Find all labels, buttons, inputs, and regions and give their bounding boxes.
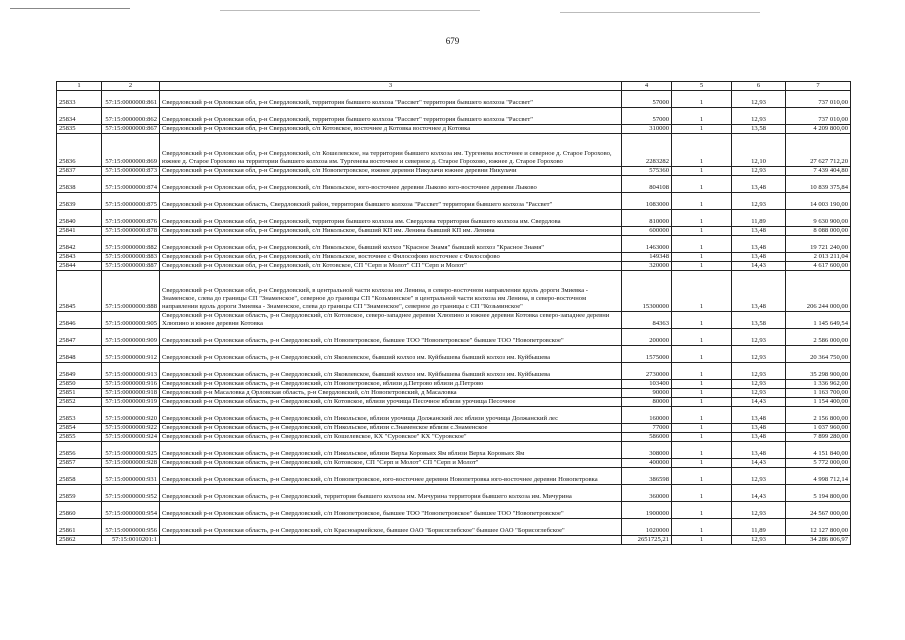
cadastral-number-cell: 57:15:0000000:928	[102, 459, 160, 468]
table-row	[57, 380, 851, 389]
description-cell: Свердловский р-н Орловская обл, р-н Свердловский, с/п Новопетровское, южнее деревни Никулачи южнее деревни Никулачи	[160, 167, 622, 176]
quantity-cell: 1	[672, 389, 732, 398]
table-row	[57, 329, 851, 346]
cadastral-number-cell: 57:15:0000000:956	[102, 519, 160, 536]
row-number-cell: 25837	[57, 167, 102, 176]
quantity-cell: 1	[672, 125, 732, 134]
value-cell: 8 088 000,00	[786, 227, 851, 236]
row-number-cell: 25844	[57, 262, 102, 271]
cadastral-number-cell: 57:15:0000000:861	[102, 91, 160, 108]
table-row	[57, 407, 851, 424]
value-cell: 1 145 649,54	[786, 312, 851, 329]
row-number-cell: 25846	[57, 312, 102, 329]
row-number-cell: 25838	[57, 176, 102, 193]
rate-cell: 13,58	[732, 312, 786, 329]
description-cell: Свердловский р-н Масаловка д Орловская область, р-н Свердловский, с/п Новопетровский, д Масаловка	[160, 389, 622, 398]
description-cell: Свердловский р-н Орловская область, р-н Свердловский, с/п Новопетровское, бывшее ТОО "Новопетровское" бывшее ТОО "Новопетровское"	[160, 502, 622, 519]
description-cell	[160, 536, 622, 545]
description-cell: Свердловский р-н Орловская область, Свердловский район, территория бывшего колхоза "Рассвет" территория бывшего колхоза "Рассвет"	[160, 193, 622, 210]
row-number-cell: 25852	[57, 398, 102, 407]
rate-cell: 12,93	[732, 389, 786, 398]
row-number-cell: 25848	[57, 346, 102, 363]
area-cell: 103400	[622, 380, 672, 389]
table-row	[57, 442, 851, 459]
area-cell: 575360	[622, 167, 672, 176]
description-cell: Свердловский р-н Орловская область, р-н Свердловский, с/п Котовское, северо-западнее деревни Хлюпино и южнее деревни Котовка северо-западнее деревни Хлюпино и южнее деревни Котовка	[160, 312, 622, 329]
value-cell: 1 336 962,00	[786, 380, 851, 389]
area-cell: 1900000	[622, 502, 672, 519]
rate-cell: 12,93	[732, 91, 786, 108]
description-cell: Свердловский р-н Орловская обл, р-н Свердловский, территория бывшего колхоза "Рассвет" территория бывшего колхоза "Рассвет"	[160, 91, 622, 108]
value-cell: 5 194 800,00	[786, 485, 851, 502]
table-row	[57, 389, 851, 398]
description-cell: Свердловский р-н Орловская обл, р-н Свердловский, территория бывшего колхоза им. Свердлова территория бывшего колхоза им. Свердлова	[160, 210, 622, 227]
rate-cell: 13,48	[732, 271, 786, 312]
table-row	[57, 167, 851, 176]
description-cell: Свердловский р-н Орловская обл, р-н Свердловский, территория бывшего колхоза "Рассвет" территория бывшего колхоза "Рассвет"	[160, 108, 622, 125]
description-cell: Свердловский р-н Орловская обл, р-н Свердловский, с/п Кошелевское, на территории бывшего колхоза им. Тургенева восточнее и северное д. Старое Горохово, южнее д. Старое Горохово на территории бывшего колхоза им. Тургенева восточнее и северное д. Старое Горохово, южнее д. Старое Горохово	[160, 134, 622, 167]
area-cell: 600000	[622, 227, 672, 236]
header-cell: 6	[732, 82, 786, 91]
table-row	[57, 398, 851, 407]
row-number-cell: 25834	[57, 108, 102, 125]
table-row	[57, 502, 851, 519]
table-row	[57, 536, 851, 545]
rate-cell: 12,93	[732, 363, 786, 380]
area-cell: 320000	[622, 262, 672, 271]
table-row	[57, 262, 851, 271]
rate-cell: 13,48	[732, 176, 786, 193]
description-cell: Свердловский р-н Орловская обл, р-н Свердловский, с/п Никольское, бывший колхоз "Красное Знамя" бывший колхоз "Красное Знамя"	[160, 236, 622, 253]
value-cell: 1 154 400,00	[786, 398, 851, 407]
rate-cell: 12,10	[732, 134, 786, 167]
cadastral-number-cell: 57:15:0000000:905	[102, 312, 160, 329]
row-number-cell: 25835	[57, 125, 102, 134]
area-cell: 308000	[622, 442, 672, 459]
description-cell: Свердловский р-н Орловская обл, р-н Свердловский, с/п Котовское, СП "Серп и Молот" СП "Серп и Молот"	[160, 262, 622, 271]
row-number-cell: 25858	[57, 468, 102, 485]
row-number-cell: 25856	[57, 442, 102, 459]
value-cell: 34 286 806,97	[786, 536, 851, 545]
row-number-cell: 25836	[57, 134, 102, 167]
rate-cell: 13,48	[732, 433, 786, 442]
area-cell: 84363	[622, 312, 672, 329]
description-cell: Свердловский р-н Орловская область, р-н Свердловский, с/п Никольское, вблизи урочища Должанский лес вблизи урочища Должанский лес	[160, 407, 622, 424]
quantity-cell: 1	[672, 536, 732, 545]
description-cell: Свердловский р-н Орловская область, р-н Свердловский, с/п Новопетровское, бывшее ТОО "Новопетровское" бывшее ТОО "Новопетровское"	[160, 329, 622, 346]
quantity-cell: 1	[672, 262, 732, 271]
area-cell: 310000	[622, 125, 672, 134]
table-row	[57, 424, 851, 433]
cadastral-number-cell: 57:15:0000000:922	[102, 424, 160, 433]
quantity-cell: 1	[672, 380, 732, 389]
value-cell: 20 364 750,00	[786, 346, 851, 363]
area-cell: 1463000	[622, 236, 672, 253]
cadastral-number-cell: 57:15:0000000:874	[102, 176, 160, 193]
quantity-cell: 1	[672, 253, 732, 262]
description-cell: Свердловский р-н Орловская обл, р-н Свердловский, с/п Никольское, бывший КП им. Ленина бывший КП им. Ленина	[160, 227, 622, 236]
value-cell: 737 010,00	[786, 108, 851, 125]
scan-artifact-line	[10, 8, 130, 9]
cadastral-number-cell: 57:15:0000000:924	[102, 433, 160, 442]
value-cell: 19 721 240,00	[786, 236, 851, 253]
area-cell: 2651725,21	[622, 536, 672, 545]
area-cell: 149348	[622, 253, 672, 262]
cadastral-number-cell: 57:15:0000000:952	[102, 485, 160, 502]
quantity-cell: 1	[672, 363, 732, 380]
cadastral-number-cell: 57:15:0000000:878	[102, 227, 160, 236]
table-row	[57, 433, 851, 442]
row-number-cell: 25861	[57, 519, 102, 536]
value-cell: 4 151 840,00	[786, 442, 851, 459]
row-number-cell: 25845	[57, 271, 102, 312]
row-number-cell: 25855	[57, 433, 102, 442]
rate-cell: 12,93	[732, 167, 786, 176]
quantity-cell: 1	[672, 407, 732, 424]
cadastral-number-cell: 57:15:0000000:869	[102, 134, 160, 167]
rate-cell: 13,48	[732, 407, 786, 424]
rate-cell: 11,89	[732, 210, 786, 227]
header-cell: 4	[622, 82, 672, 91]
rate-cell: 12,93	[732, 329, 786, 346]
area-cell: 200000	[622, 329, 672, 346]
rate-cell: 12,93	[732, 346, 786, 363]
header-cell: 5	[672, 82, 732, 91]
value-cell: 5 772 000,00	[786, 459, 851, 468]
quantity-cell: 1	[672, 424, 732, 433]
cadastral-number-cell: 57:15:0000000:909	[102, 329, 160, 346]
header-row	[57, 82, 851, 91]
description-cell: Свердловский р-н Орловская область, р-н Свердловский, с/п Красноармейское, бывшее ОАО "Борисоглебское" бывшее ОАО "Борисоглебское"	[160, 519, 622, 536]
value-cell: 7 899 280,00	[786, 433, 851, 442]
quantity-cell: 1	[672, 485, 732, 502]
value-cell: 9 630 900,00	[786, 210, 851, 227]
area-cell: 586000	[622, 433, 672, 442]
table-row	[57, 227, 851, 236]
value-cell: 14 003 190,00	[786, 193, 851, 210]
area-cell: 15300000	[622, 271, 672, 312]
rate-cell: 12,93	[732, 468, 786, 485]
table-row	[57, 468, 851, 485]
quantity-cell: 1	[672, 502, 732, 519]
quantity-cell: 1	[672, 433, 732, 442]
value-cell: 35 298 900,00	[786, 363, 851, 380]
table-row	[57, 519, 851, 536]
row-number-cell: 25833	[57, 91, 102, 108]
table-row	[57, 193, 851, 210]
row-number-cell: 25859	[57, 485, 102, 502]
header-cell: 1	[57, 82, 102, 91]
quantity-cell: 1	[672, 236, 732, 253]
description-cell: Свердловский р-н Орловская область, р-н Свердловский, с/п Яковлевское, бывший колхоз им. Куйбышева бывший колхоз им. Куйбышева	[160, 363, 622, 380]
value-cell: 24 567 000,00	[786, 502, 851, 519]
area-cell: 1020000	[622, 519, 672, 536]
row-number-cell: 25849	[57, 363, 102, 380]
description-cell: Свердловский р-н Орловская область, р-н Свердловский, территория бывшего колхоза им. Мичурина территория бывшего колхоза им. Мичурина	[160, 485, 622, 502]
description-cell: Свердловский р-н Орловская область, р-н Свердловский, с/п Кошелевское, КХ "Суровское" КХ "Суровское"	[160, 433, 622, 442]
rate-cell: 14,43	[732, 262, 786, 271]
description-cell: Свердловский р-н Орловская обл, р-н Свердловский, с/п Никольское, юго-восточнее деревни Лыково юго-восточнее деревни Лыково	[160, 176, 622, 193]
value-cell: 7 439 404,80	[786, 167, 851, 176]
area-cell: 160000	[622, 407, 672, 424]
rate-cell: 13,48	[732, 424, 786, 433]
row-number-cell: 25840	[57, 210, 102, 227]
quantity-cell: 1	[672, 176, 732, 193]
quantity-cell: 1	[672, 519, 732, 536]
value-cell: 1 163 700,00	[786, 389, 851, 398]
area-cell: 400000	[622, 459, 672, 468]
scan-artifact-line	[220, 10, 480, 11]
cadastral-number-cell: 57:15:0000000:925	[102, 442, 160, 459]
area-cell: 57000	[622, 108, 672, 125]
table-row	[57, 91, 851, 108]
rate-cell: 13,58	[732, 125, 786, 134]
page-number: 679	[445, 36, 460, 46]
quantity-cell: 1	[672, 329, 732, 346]
value-cell: 4 998 712,14	[786, 468, 851, 485]
area-cell: 360000	[622, 485, 672, 502]
row-number-cell: 25851	[57, 389, 102, 398]
description-cell: Свердловский р-н Орловская область, р-н Свердловский, с/п Яковлевское, бывший колхоз им. Куйбышева бывший колхоз им. Куйбышева	[160, 346, 622, 363]
area-cell: 80000	[622, 398, 672, 407]
value-cell: 2 013 211,04	[786, 253, 851, 262]
area-cell: 810000	[622, 210, 672, 227]
row-number-cell: 25862	[57, 536, 102, 545]
cadastral-number-cell: 57:15:0010201:1	[102, 536, 160, 545]
cadastral-number-cell: 57:15:0000000:882	[102, 236, 160, 253]
area-cell: 386598	[622, 468, 672, 485]
quantity-cell: 1	[672, 459, 732, 468]
description-cell: Свердловский р-н Орловская область, р-н Свердловский, с/п Никольское, вблизи Верха Коровьих Ям вблизи Верха Коровьих Ям	[160, 442, 622, 459]
rate-cell: 13,48	[732, 236, 786, 253]
cadastral-number-cell: 57:15:0000000:883	[102, 253, 160, 262]
cadastral-number-cell: 57:15:0000000:876	[102, 210, 160, 227]
rate-cell: 14,43	[732, 398, 786, 407]
cadastral-number-cell: 57:15:0000000:919	[102, 398, 160, 407]
quantity-cell: 1	[672, 346, 732, 363]
header-cell: 7	[786, 82, 851, 91]
rate-cell: 12,93	[732, 108, 786, 125]
row-number-cell: 25850	[57, 380, 102, 389]
description-cell: Свердловский р-н Орловская область, р-н Свердловский, с/п Котовское, вблизи урочища Песочное вблизи урочища Песочное	[160, 398, 622, 407]
rate-cell: 12,93	[732, 193, 786, 210]
rate-cell: 13,48	[732, 253, 786, 262]
value-cell: 4 209 800,00	[786, 125, 851, 134]
value-cell: 27 627 712,20	[786, 134, 851, 167]
value-cell: 2 586 000,00	[786, 329, 851, 346]
area-cell: 804108	[622, 176, 672, 193]
row-number-cell: 25853	[57, 407, 102, 424]
table-row	[57, 134, 851, 167]
value-cell: 2 156 800,00	[786, 407, 851, 424]
cadastral-table	[56, 81, 851, 545]
table-row	[57, 459, 851, 468]
quantity-cell: 1	[672, 210, 732, 227]
header-cell: 2	[102, 82, 160, 91]
quantity-cell: 1	[672, 442, 732, 459]
table-row	[57, 253, 851, 262]
quantity-cell: 1	[672, 227, 732, 236]
area-cell: 90000	[622, 389, 672, 398]
area-cell: 2730000	[622, 363, 672, 380]
area-cell: 57000	[622, 91, 672, 108]
table-body	[57, 91, 851, 545]
rate-cell: 11,89	[732, 519, 786, 536]
table-row	[57, 271, 851, 312]
quantity-cell: 1	[672, 108, 732, 125]
value-cell: 4 617 600,00	[786, 262, 851, 271]
description-cell: Свердловский р-н Орловская обл, р-н Свердловский, в центральной части колхоза им Ленина, в северо-восточном направлении вдоль дороги Змиевка - Знаменское, слева до границы СП "Знаменское", северное до границы СП "Козьминское" в центральной части колхоза им Ленина, в северо-восточном направлении вдоль дороги Змиевка - Знаменское, слева до границы СП "Знаменское", северное до границы с СП "Козьминское"	[160, 271, 622, 312]
rate-cell: 12,93	[732, 502, 786, 519]
quantity-cell: 1	[672, 134, 732, 167]
table-row	[57, 210, 851, 227]
table-row	[57, 363, 851, 380]
area-cell: 2283282	[622, 134, 672, 167]
quantity-cell: 1	[672, 312, 732, 329]
description-cell: Свердловский р-н Орловская область, р-н Свердловский, с/п Котовское, СП "Серп и Молот" СП "Серп и Молот"	[160, 459, 622, 468]
row-number-cell: 25841	[57, 227, 102, 236]
scan-artifact-line	[560, 12, 760, 13]
table-row	[57, 236, 851, 253]
row-number-cell: 25842	[57, 236, 102, 253]
cadastral-number-cell: 57:15:0000000:887	[102, 262, 160, 271]
rate-cell: 13,48	[732, 227, 786, 236]
description-cell: Свердловский р-н Орловская область, р-н Свердловский, с/п Новопетровское, юго-восточнее деревни Новопетровка юго-восточнее деревни Новопетровка	[160, 468, 622, 485]
cadastral-number-cell: 57:15:0000000:913	[102, 363, 160, 380]
description-cell: Свердловский р-н Орловская обл, р-н Свердловский, с/п Котовское, восточнее д Котовка восточнее д Котовка	[160, 125, 622, 134]
quantity-cell: 1	[672, 193, 732, 210]
row-number-cell: 25857	[57, 459, 102, 468]
table-row	[57, 108, 851, 125]
row-number-cell: 25839	[57, 193, 102, 210]
cadastral-number-cell: 57:15:0000000:916	[102, 380, 160, 389]
cadastral-number-cell: 57:15:0000000:920	[102, 407, 160, 424]
row-number-cell: 25860	[57, 502, 102, 519]
area-cell: 1083000	[622, 193, 672, 210]
quantity-cell: 1	[672, 167, 732, 176]
rate-cell: 14,43	[732, 485, 786, 502]
cadastral-number-cell: 57:15:0000000:954	[102, 502, 160, 519]
cadastral-number-cell: 57:15:0000000:875	[102, 193, 160, 210]
cadastral-number-cell: 57:15:0000000:873	[102, 167, 160, 176]
rate-cell: 12,93	[732, 536, 786, 545]
row-number-cell: 25854	[57, 424, 102, 433]
value-cell: 1 037 960,00	[786, 424, 851, 433]
table-row	[57, 485, 851, 502]
row-number-cell: 25843	[57, 253, 102, 262]
description-cell: Свердловский р-н Орловская область, р-н Свердловский, с/п Никольское, вблизи с.Знаменское вблизи с.Знаменское	[160, 424, 622, 433]
quantity-cell: 1	[672, 271, 732, 312]
cadastral-number-cell: 57:15:0000000:912	[102, 346, 160, 363]
value-cell: 10 839 375,84	[786, 176, 851, 193]
table-row	[57, 176, 851, 193]
area-cell: 1575000	[622, 346, 672, 363]
description-cell: Свердловский р-н Орловская обл, р-н Свердловский, с/п Никольское, восточнее с Философово восточнее с Философово	[160, 253, 622, 262]
cadastral-number-cell: 57:15:0000000:918	[102, 389, 160, 398]
table-row	[57, 312, 851, 329]
rate-cell: 13,48	[732, 442, 786, 459]
rate-cell: 12,93	[732, 380, 786, 389]
table-row	[57, 125, 851, 134]
cadastral-number-cell: 57:15:0000000:888	[102, 271, 160, 312]
cadastral-number-cell: 57:15:0000000:931	[102, 468, 160, 485]
value-cell: 206 244 000,00	[786, 271, 851, 312]
cadastral-number-cell: 57:15:0000000:862	[102, 108, 160, 125]
cadastral-number-cell: 57:15:0000000:867	[102, 125, 160, 134]
area-cell: 77000	[622, 424, 672, 433]
quantity-cell: 1	[672, 91, 732, 108]
value-cell: 12 127 800,00	[786, 519, 851, 536]
quantity-cell: 1	[672, 398, 732, 407]
table-row	[57, 346, 851, 363]
value-cell: 737 010,00	[786, 91, 851, 108]
description-cell: Свердловский р-н Орловская область, р-н Свердловский, с/п Новопетровское, вблизи д.Петрово вблизи д.Петрово	[160, 380, 622, 389]
header-cell: 3	[160, 82, 622, 91]
row-number-cell: 25847	[57, 329, 102, 346]
rate-cell: 14,43	[732, 459, 786, 468]
quantity-cell: 1	[672, 468, 732, 485]
